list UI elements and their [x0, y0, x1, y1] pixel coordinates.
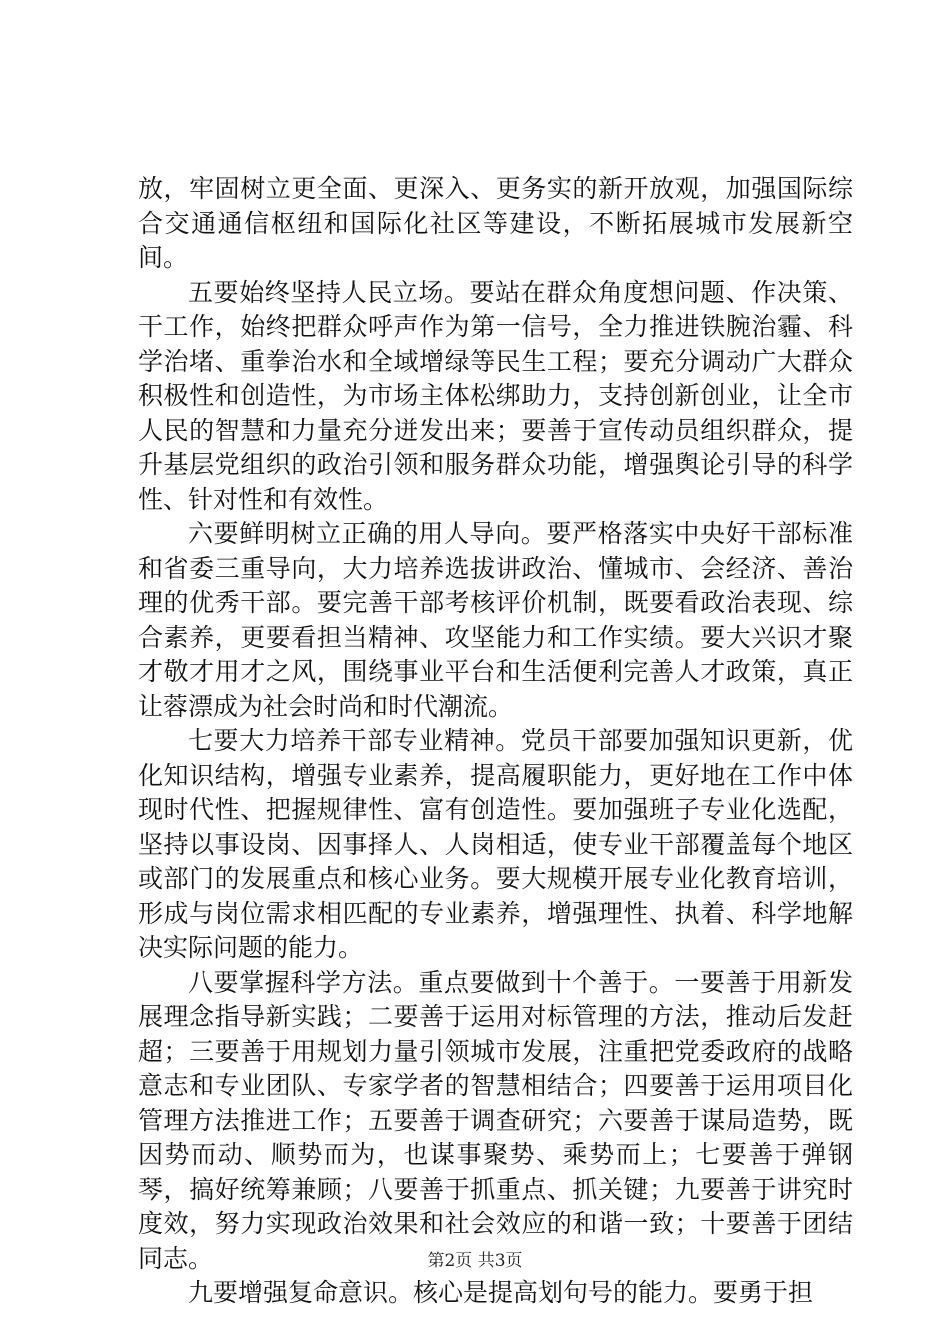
paragraph-five: 五要始终坚持人民立场。要站在群众角度想问题、作决策、干工作，始终把群众呼声作为第一信号，全力推进铁腕治霾、科学治堵、重拳治水和全域增绿等民生工程；要充分调动广大群众积极性和创造性，为市场主体松绑助力，支持创新创业，让全市人民的智慧和力量充分迸发出来；要善于宣传动员组织群众，提升基层党组织的政治引领和服务群众功能，增强舆论引导的科学性、针对性和有效性。	[138, 277, 853, 514]
document-body	[138, 172, 853, 1311]
paragraph-six: 六要鲜明树立正确的用人导向。要严格落实中央好干部标准和省委三重导向，大力培养选拔讲政治、懂城市、会经济、善治理的优秀干部。要完善干部考核评价机制，既要看政治表现、综合素养，更要看担当精神、攻坚能力和工作实绩。要大兴识才聚才敬才用才之风，围绕事业平台和生活便利完善人才政策，真正让蓉漂成为社会时尚和时代潮流。	[138, 519, 853, 721]
paragraph-eight: 八要掌握科学方法。重点要做到十个善于。一要善于用新发展理念指导新实践；二要善于运用对标管理的方法，推动后发赶超；三要善于用规划力量引领城市发展，注重把党委政府的战略意志和专业团队、专家学者的智慧相结合；四要善于运用项目化管理方法推进工作；五要善于调查研究；六要善于谋局造势，既因势而动、顺势而为，也谋事聚势、乘势而上；七要善于弹钢琴，搞好统筹兼顾；八要善于抓重点、抓关键；九要善于讲究时度效，努力实现政治效果和社会效应的和谐一致；十要善于团结同志。	[138, 967, 853, 1273]
page-footer: 第2页 共3页	[427, 1251, 523, 1271]
paragraph-continuation: 放，牢固树立更全面、更深入、更务实的新开放观，加强国际综合交通通信枢纽和国际化社区等建设，不断拓展城市发展新空间。	[138, 174, 853, 272]
paragraph-nine: 九要增强复命意识。核心是提高划句号的能力。要勇于担	[188, 1278, 814, 1307]
paragraph-seven: 七要大力培养干部专业精神。党员干部要加强知识更新，优化知识结构，增强专业素养，提高履职能力，更好地在工作中体现时代性、把握规律性、富有创造性。要加强班子专业化选配，坚持以事设岗、因事择人、人岗相适，使专业干部覆盖每个地区或部门的发展重点和核心业务。要大规模开展专业化教育培训，形成与岗位需求相匹配的专业素养，增强理性、执着、科学地解决实际问题的能力。	[138, 726, 853, 962]
